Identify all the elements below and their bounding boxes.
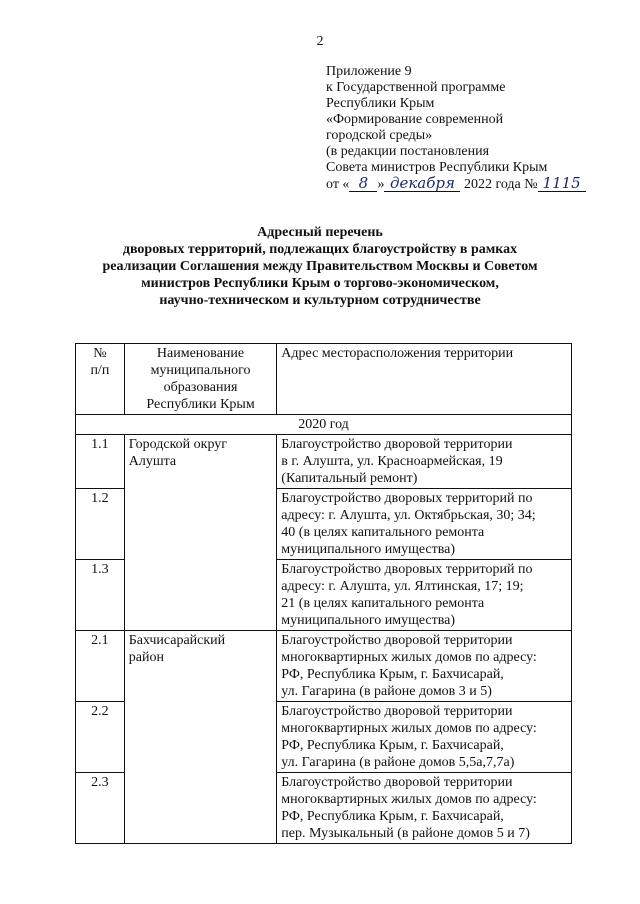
address-text: РФ, Республика Крым, г. Бахчисарай, <box>281 667 504 682</box>
row-num: 1.2 <box>76 489 125 560</box>
municipality-text: Бахчисарайский <box>128 633 226 648</box>
header-text: образования <box>163 380 238 395</box>
row-num: 2.2 <box>76 702 125 773</box>
appendix-line: «Формирование современной <box>326 112 504 127</box>
appendix-line: Совета министров Республики Крым <box>326 160 548 175</box>
table-header-row <box>76 344 572 415</box>
header-text: муниципального <box>150 363 251 378</box>
header-text: п/п <box>90 363 110 378</box>
municipality-text: район <box>128 650 164 665</box>
address-text: пер. Музыкальный (в районе домов 5 и 7) <box>281 826 530 841</box>
header-text: № <box>93 346 107 361</box>
title-line: реализации Соглашения между Правительством Москвы и Советом <box>102 259 538 274</box>
address-cell <box>277 489 572 560</box>
page-number: 2 <box>316 34 324 49</box>
municipality-text: Городской округ <box>128 437 228 452</box>
header-municipality <box>124 344 277 415</box>
row-num: 2.3 <box>76 773 125 844</box>
table-row <box>76 631 572 702</box>
appendix-line: к Государственной программе <box>326 80 506 95</box>
address-text: РФ, Республика Крым, г. Бахчисарай, <box>281 738 504 753</box>
address-text: РФ, Республика Крым, г. Бахчисарай, <box>281 809 504 824</box>
table-row <box>76 435 572 489</box>
doc-number-handwritten: 1115 <box>538 176 586 192</box>
address-text: ул. Гагарина (в районе домов 5,5а,7,7а) <box>281 755 515 770</box>
appendix-line: Приложение 9 <box>326 64 412 79</box>
header-text: Наименование <box>156 346 245 361</box>
header-text: Республики Крым <box>146 397 255 412</box>
address-text: муниципального имущества) <box>281 613 456 628</box>
address-text: Благоустройство дворовых территорий по <box>281 562 533 577</box>
municipality-cell <box>124 631 277 844</box>
address-text: многоквартирных жилых домов по адресу: <box>281 792 537 807</box>
address-cell <box>277 702 572 773</box>
row-num: 2.1 <box>76 631 125 702</box>
appendix-line: (в редакции постановления <box>326 144 490 159</box>
address-text: (Капитальный ремонт) <box>281 471 418 486</box>
date-separator: » <box>377 177 385 192</box>
header-text: Адрес месторасположения территории <box>281 346 514 361</box>
address-text: Благоустройство дворовой территории <box>281 437 513 452</box>
address-table <box>75 343 572 844</box>
header-num <box>76 344 125 415</box>
date-day-handwritten: 8 <box>349 176 377 192</box>
address-cell <box>277 435 572 489</box>
date-prefix: от « <box>326 177 350 192</box>
date-year: 2022 года № <box>463 177 538 192</box>
address-cell <box>277 560 572 631</box>
row-num: 1.3 <box>76 560 125 631</box>
address-text: адресу: г. Алушта, ул. Октябрьская, 30; 34; <box>281 508 536 523</box>
municipality-text: Алушта <box>128 454 177 469</box>
address-text: в г. Алушта, ул. Красноармейская, 19 <box>281 454 503 469</box>
address-text: Благоустройство дворовой территории <box>281 775 513 790</box>
address-text: многоквартирных жилых домов по адресу: <box>281 650 537 665</box>
address-text: многоквартирных жилых домов по адресу: <box>281 721 537 736</box>
address-text: 40 (в целях капитального ремонта <box>281 525 485 540</box>
address-cell <box>277 773 572 844</box>
year-label: 2020 год <box>76 415 572 435</box>
address-text: Благоустройство дворовой территории <box>281 633 513 648</box>
title-line: Адресный перечень <box>257 225 383 240</box>
resolution-date-line <box>326 176 626 193</box>
address-text: Благоустройство дворовых территорий по <box>281 491 533 506</box>
appendix-block <box>326 64 626 193</box>
date-month-handwritten: декабря <box>384 176 460 192</box>
appendix-line: Республики Крым <box>326 96 435 111</box>
title-line: научно-техническом и культурном сотрудничестве <box>159 293 481 308</box>
document-title <box>40 224 600 309</box>
address-text: 21 (в целях капитального ремонта <box>281 596 485 611</box>
address-cell <box>277 631 572 702</box>
year-row <box>76 415 572 435</box>
title-line: министров Республики Крым о торгово-экономическом, <box>141 276 499 291</box>
address-text: адресу: г. Алушта, ул. Ялтинская, 17; 19; <box>281 579 524 594</box>
address-text: ул. Гагарина (в районе домов 3 и 5) <box>281 684 492 699</box>
title-line: дворовых территорий, подлежащих благоустройству в рамках <box>122 242 518 257</box>
municipality-cell <box>124 435 277 631</box>
address-text: муниципального имущества) <box>281 542 456 557</box>
row-num: 1.1 <box>76 435 125 489</box>
header-address <box>277 344 572 415</box>
appendix-line: городской среды» <box>326 128 433 143</box>
address-text: Благоустройство дворовой территории <box>281 704 513 719</box>
